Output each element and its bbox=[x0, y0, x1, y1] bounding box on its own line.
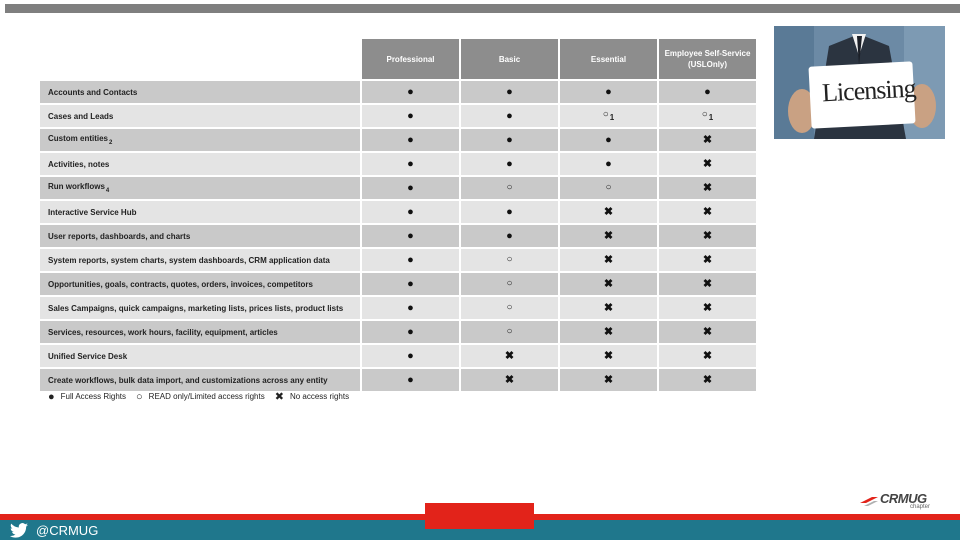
full-access-dot-icon: ● bbox=[407, 206, 414, 218]
access-cell-professional bbox=[362, 369, 459, 391]
full-access-dot-icon: ● bbox=[407, 350, 414, 362]
no-access-x-icon: ✖ bbox=[603, 230, 614, 242]
table-row bbox=[40, 249, 756, 271]
read-only-circle-icon: ○ bbox=[701, 109, 708, 120]
feature-cell bbox=[40, 201, 360, 223]
access-cell-basic bbox=[461, 369, 558, 391]
no-access-x-icon: ✖ bbox=[702, 158, 713, 170]
table-row bbox=[40, 321, 756, 343]
access-cell-employee-self-service bbox=[659, 177, 756, 199]
licensing-table bbox=[38, 37, 758, 393]
access-footnote: 1 bbox=[708, 113, 714, 122]
feature-label: Custom entities bbox=[48, 134, 109, 143]
access-cell-professional bbox=[362, 177, 459, 199]
feature-cell bbox=[40, 369, 360, 391]
access-footnote: 1 bbox=[609, 113, 615, 122]
access-cell-essential bbox=[560, 321, 657, 343]
table-row bbox=[40, 129, 756, 151]
feature-label: Sales Campaigns, quick campaigns, marketing lists, prices lists, product lists bbox=[48, 303, 344, 313]
read-only-circle-icon: ○ bbox=[506, 302, 513, 313]
access-cell-essential bbox=[560, 225, 657, 247]
table-row bbox=[40, 153, 756, 175]
access-cell-essential bbox=[560, 177, 657, 199]
access-cell-essential bbox=[560, 201, 657, 223]
full-access-dot-icon: ● bbox=[704, 86, 711, 98]
legend-read-icon: ○ bbox=[136, 390, 143, 403]
no-access-x-icon: ✖ bbox=[603, 278, 614, 290]
full-access-dot-icon: ● bbox=[407, 182, 414, 194]
no-access-x-icon: ✖ bbox=[603, 206, 614, 218]
header-blank bbox=[40, 39, 360, 79]
full-access-dot-icon: ● bbox=[407, 278, 414, 290]
access-cell-employee-self-service bbox=[659, 81, 756, 103]
full-access-dot-icon: ● bbox=[506, 110, 513, 122]
no-access-x-icon: ✖ bbox=[702, 278, 713, 290]
access-cell-essential bbox=[560, 105, 657, 127]
footer-red-tab bbox=[425, 503, 534, 529]
feature-label: Run workflows bbox=[48, 182, 105, 191]
full-access-dot-icon: ● bbox=[407, 254, 414, 266]
no-access-x-icon: ✖ bbox=[603, 302, 614, 314]
feature-cell bbox=[40, 249, 360, 271]
header-essential: Essential bbox=[560, 39, 657, 79]
no-access-x-icon: ✖ bbox=[702, 230, 713, 242]
access-cell-professional bbox=[362, 345, 459, 367]
full-access-dot-icon: ● bbox=[506, 230, 513, 242]
full-access-dot-icon: ● bbox=[506, 86, 513, 98]
table-row bbox=[40, 81, 756, 103]
full-access-dot-icon: ● bbox=[407, 134, 414, 146]
full-access-dot-icon: ● bbox=[407, 374, 414, 386]
legend-read-label: READ only/Limited access rights bbox=[148, 392, 265, 401]
table-row bbox=[40, 345, 756, 367]
feature-label: Cases and Leads bbox=[48, 111, 114, 121]
full-access-dot-icon: ● bbox=[407, 326, 414, 338]
access-cell-basic bbox=[461, 225, 558, 247]
access-cell-employee-self-service bbox=[659, 225, 756, 247]
read-only-circle-icon: ○ bbox=[506, 326, 513, 337]
access-cell-essential bbox=[560, 297, 657, 319]
access-cell-basic bbox=[461, 153, 558, 175]
full-access-dot-icon: ● bbox=[506, 206, 513, 218]
full-access-dot-icon: ● bbox=[407, 110, 414, 122]
no-access-x-icon: ✖ bbox=[702, 254, 713, 266]
access-cell-employee-self-service bbox=[659, 249, 756, 271]
access-cell-employee-self-service bbox=[659, 297, 756, 319]
legend-full-icon: ● bbox=[48, 390, 55, 403]
full-access-dot-icon: ● bbox=[506, 134, 513, 146]
no-access-x-icon: ✖ bbox=[702, 302, 713, 314]
access-cell-basic bbox=[461, 297, 558, 319]
no-access-x-icon: ✖ bbox=[603, 374, 614, 386]
access-cell-basic bbox=[461, 129, 558, 151]
table-row bbox=[40, 273, 756, 295]
access-cell-essential bbox=[560, 273, 657, 295]
access-cell-basic bbox=[461, 81, 558, 103]
feature-label: Opportunities, goals, contracts, quotes, orders, invoices, competitors bbox=[48, 279, 313, 289]
table-row bbox=[40, 297, 756, 319]
access-cell-employee-self-service bbox=[659, 201, 756, 223]
feature-label: Unified Service Desk bbox=[48, 351, 128, 361]
feature-cell bbox=[40, 321, 360, 343]
access-cell-basic bbox=[461, 201, 558, 223]
feature-cell bbox=[40, 153, 360, 175]
feature-footnote: 4 bbox=[105, 188, 110, 194]
access-cell-essential bbox=[560, 345, 657, 367]
licensing-photo bbox=[774, 26, 945, 139]
feature-label: Interactive Service Hub bbox=[48, 207, 137, 217]
table-header-row bbox=[40, 39, 756, 79]
feature-label: System reports, system charts, system dashboards, CRM application data bbox=[48, 255, 330, 265]
feature-footnote: 2 bbox=[109, 140, 113, 146]
table-row bbox=[40, 225, 756, 247]
twitter-bird-icon bbox=[10, 523, 28, 538]
access-cell-basic bbox=[461, 321, 558, 343]
full-access-dot-icon: ● bbox=[506, 158, 513, 170]
no-access-x-icon: ✖ bbox=[702, 374, 713, 386]
legend-full-label: Full Access Rights bbox=[60, 392, 127, 401]
photo-card-text: Licensing bbox=[821, 73, 917, 108]
top-bar bbox=[5, 4, 960, 13]
access-cell-professional bbox=[362, 321, 459, 343]
feature-cell bbox=[40, 177, 360, 199]
table-row bbox=[40, 369, 756, 391]
access-cell-basic bbox=[461, 345, 558, 367]
access-cell-basic bbox=[461, 249, 558, 271]
header-employee-self-service: Employee Self-Service (USLOnly) bbox=[659, 39, 756, 79]
access-cell-employee-self-service bbox=[659, 129, 756, 151]
feature-label: Create workflows, bulk data import, and customizations across any entity bbox=[48, 375, 328, 385]
full-access-dot-icon: ● bbox=[407, 302, 414, 314]
no-access-x-icon: ✖ bbox=[702, 182, 713, 194]
access-cell-professional bbox=[362, 297, 459, 319]
read-only-circle-icon: ○ bbox=[506, 182, 513, 193]
legend-none-icon: ✖ bbox=[274, 391, 284, 403]
no-access-x-icon: ✖ bbox=[603, 254, 614, 266]
table-row bbox=[40, 201, 756, 223]
table-row bbox=[40, 105, 756, 127]
access-cell-essential bbox=[560, 129, 657, 151]
access-cell-essential bbox=[560, 369, 657, 391]
full-access-dot-icon: ● bbox=[407, 158, 414, 170]
read-only-circle-icon: ○ bbox=[506, 254, 513, 265]
no-access-x-icon: ✖ bbox=[702, 350, 713, 362]
feature-cell bbox=[40, 273, 360, 295]
header-basic: Basic bbox=[461, 39, 558, 79]
full-access-dot-icon: ● bbox=[407, 230, 414, 242]
access-cell-basic bbox=[461, 177, 558, 199]
access-cell-employee-self-service bbox=[659, 105, 756, 127]
no-access-x-icon: ✖ bbox=[504, 374, 515, 386]
feature-label: Accounts and Contacts bbox=[48, 87, 138, 97]
crmug-logo-sub: chapter bbox=[910, 504, 931, 510]
legend bbox=[48, 390, 359, 403]
feature-label: User reports, dashboards, and charts bbox=[48, 231, 191, 241]
no-access-x-icon: ✖ bbox=[504, 350, 515, 362]
read-only-circle-icon: ○ bbox=[605, 182, 612, 193]
access-cell-employee-self-service bbox=[659, 153, 756, 175]
access-cell-professional bbox=[362, 81, 459, 103]
access-cell-employee-self-service bbox=[659, 321, 756, 343]
access-cell-employee-self-service bbox=[659, 345, 756, 367]
twitter-handle[interactable] bbox=[10, 520, 98, 540]
access-cell-basic bbox=[461, 105, 558, 127]
header-professional: Professional bbox=[362, 39, 459, 79]
access-cell-employee-self-service bbox=[659, 273, 756, 295]
no-access-x-icon: ✖ bbox=[702, 326, 713, 338]
no-access-x-icon: ✖ bbox=[603, 326, 614, 338]
feature-cell bbox=[40, 105, 360, 127]
crmug-logo bbox=[858, 491, 942, 513]
crmug-logo-text: CRMUG bbox=[880, 491, 927, 506]
feature-label: Activities, notes bbox=[48, 159, 110, 169]
access-cell-professional bbox=[362, 225, 459, 247]
read-only-circle-icon: ○ bbox=[506, 278, 513, 289]
access-cell-essential bbox=[560, 249, 657, 271]
feature-cell bbox=[40, 81, 360, 103]
full-access-dot-icon: ● bbox=[605, 86, 612, 98]
full-access-dot-icon: ● bbox=[605, 134, 612, 146]
table-row bbox=[40, 177, 756, 199]
access-cell-professional bbox=[362, 129, 459, 151]
full-access-dot-icon: ● bbox=[605, 158, 612, 170]
no-access-x-icon: ✖ bbox=[702, 134, 713, 146]
access-cell-professional bbox=[362, 153, 459, 175]
feature-label: Services, resources, work hours, facility, equipment, articles bbox=[48, 327, 278, 337]
feature-cell bbox=[40, 129, 360, 151]
legend-none-label: No access rights bbox=[289, 392, 350, 401]
access-cell-professional bbox=[362, 249, 459, 271]
full-access-dot-icon: ● bbox=[407, 86, 414, 98]
access-cell-professional bbox=[362, 105, 459, 127]
no-access-x-icon: ✖ bbox=[603, 350, 614, 362]
no-access-x-icon: ✖ bbox=[702, 206, 713, 218]
access-cell-professional bbox=[362, 201, 459, 223]
access-cell-essential bbox=[560, 81, 657, 103]
read-only-circle-icon: ○ bbox=[602, 109, 609, 120]
access-cell-basic bbox=[461, 273, 558, 295]
feature-cell bbox=[40, 225, 360, 247]
access-cell-professional bbox=[362, 273, 459, 295]
access-cell-essential bbox=[560, 153, 657, 175]
feature-cell bbox=[40, 297, 360, 319]
access-cell-employee-self-service bbox=[659, 369, 756, 391]
twitter-handle-text: @CRMUG bbox=[36, 522, 99, 538]
feature-cell bbox=[40, 345, 360, 367]
